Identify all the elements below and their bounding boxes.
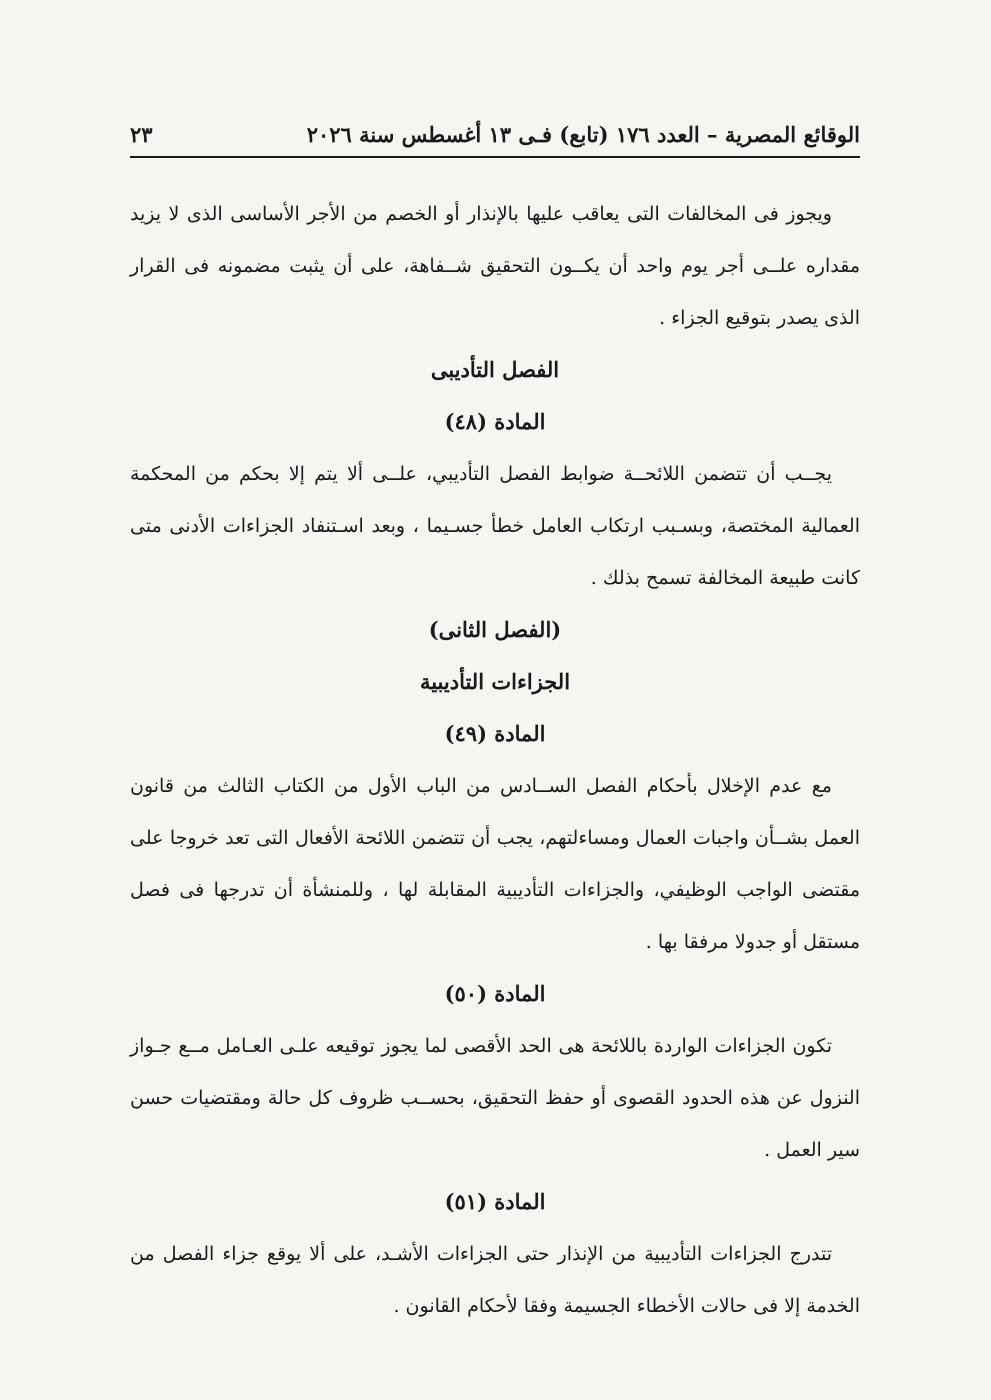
article-49-title: المادة (٤٩) xyxy=(444,721,546,746)
article-51-title: المادة (٥١) xyxy=(444,1189,546,1214)
page-body xyxy=(130,188,860,1332)
article-48-text: يجــب أن تتضمن اللائحــة ضوابط الفصل التأديبي، علــى ألا يتم إلا بحكم من المحكمة العمالية المختصة، وبسـبب ارتكاب العامل خطأ جسـيما ، وبعد اسـتنفاد الجزاءات الأدنى متى كانت طبيعة المخالفة تسمح بذلك . xyxy=(130,463,860,589)
chapter-title: (الفصل الثانى) xyxy=(428,617,562,642)
section-heading-dismissal: الفصل التأديبى xyxy=(430,357,560,382)
article-50-title: المادة (٥٠) xyxy=(444,981,546,1006)
running-title: الوقائع المصرية – العدد ١٧٦ (تابع) فـى ١٣ أغسطس سنة ٢٠٢٦ xyxy=(306,121,860,147)
article-51-text: تتدرج الجزاءات التأديبية من الإنذار حتى الجزاءات الأشـد، على ألا يوقع جزاء الفصل من الخدمة إلا فى حالات الأخطاء الجسيمة وفقا لأحكام القانون . xyxy=(130,1243,860,1317)
article-48-title: المادة (٤٨) xyxy=(444,409,546,434)
page-header xyxy=(130,112,860,158)
paragraph-penalties-verbal-investigation: ويجوز فى المخالفات التى يعاقب عليها بالإنذار أو الخصم من الأجر الأساسى الذى لا يزيد مقداره علــى أجر يوم واحد أن يكــون التحقيق شــفاهة، على أن يثبت مضمونه فى القرار الذى يصدر بتوقيع الجزاء . xyxy=(130,203,860,329)
article-49-text: مع عدم الإخلال بأحكام الفصل الســادس من الباب الأول من الكتاب الثالث من قانون العمل بشــأن واجبات العمال ومساءلتهم، يجب أن تتضمن اللائحة الأفعال التى تعد خروجا على مقتضى الواجب الوظيفي، والجزاءات التأديبية المقابلة لها ، وللمنشأة أن تدرجها فى فصل مستقل أو جدولا مرفقا بها . xyxy=(130,775,860,953)
chapter-subtitle: الجزاءات التأديبية xyxy=(419,669,571,694)
page-number: ٢٣ xyxy=(130,121,153,147)
article-50-text: تكون الجزاءات الواردة باللائحة هى الحد الأقصى لما يجوز توقيعه علـى العـامل مــع جـواز النزول عن هذه الحدود القصوى أو حفظ التحقيق، بحســب ظروف كل حالة ومقتضيات حسن سير العمل . xyxy=(130,1035,860,1161)
